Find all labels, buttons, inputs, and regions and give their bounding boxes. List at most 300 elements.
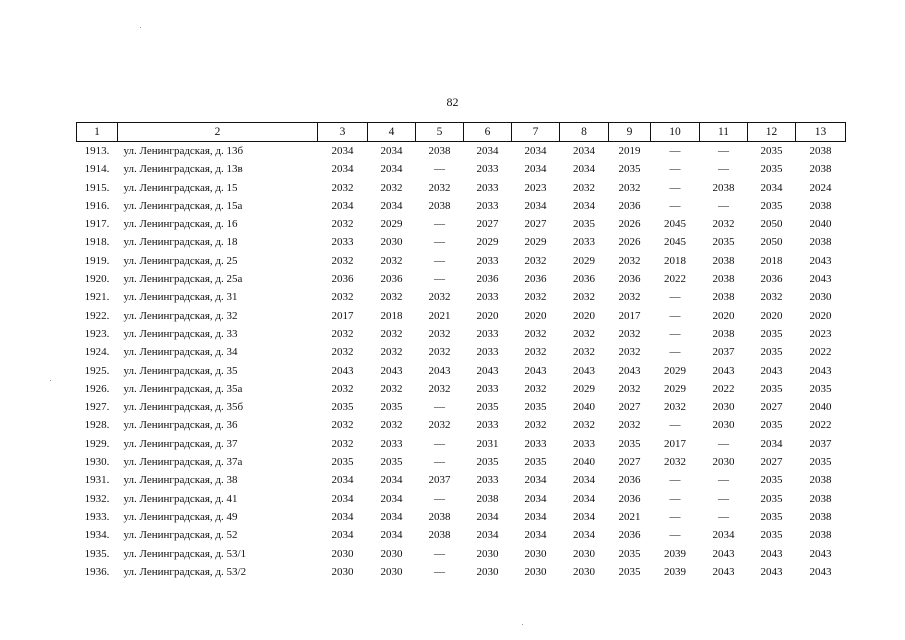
year-cell: 2032: [380, 181, 403, 194]
column-header-6: 6: [464, 123, 512, 142]
year-cell: 2035: [760, 346, 783, 359]
year-cell: 2034: [331, 529, 354, 542]
year-cell: 2032: [428, 181, 451, 194]
year-cell: 2038: [712, 273, 735, 286]
year-cell: 2029: [524, 236, 547, 249]
address-cell: ул. Ленинградская, д. 25а: [123, 273, 243, 286]
table-row: [77, 270, 846, 288]
year-cell: 2032: [428, 291, 451, 304]
year-cell: 2034: [331, 474, 354, 487]
year-cell: 2030: [573, 565, 595, 578]
year-cell: 2030: [524, 547, 547, 560]
scan-speck: [50, 380, 51, 381]
year-cell: 2035: [760, 510, 783, 523]
year-cell: 2035: [760, 529, 783, 542]
year-cell: 2043: [331, 364, 354, 377]
year-cell: 2030: [476, 565, 499, 578]
year-cell: —: [718, 474, 729, 487]
year-cell: 2032: [618, 254, 641, 267]
year-cell: 2029: [380, 218, 403, 231]
table-row: [77, 307, 846, 325]
year-cell: 2031: [476, 437, 499, 450]
year-cell: 2022: [809, 346, 832, 359]
year-cell: 2036: [618, 273, 641, 286]
table-row: [77, 453, 846, 471]
year-cell: 2032: [331, 254, 354, 267]
column-header-9: 9: [609, 123, 651, 142]
year-cell: 2043: [428, 364, 451, 377]
column-header-12: 12: [748, 123, 796, 142]
address-cell: ул. Ленинградская, д. 37а: [123, 456, 243, 469]
address-cell: ул. Ленинградская, д. 31: [123, 291, 238, 304]
year-cell: 2036: [331, 273, 354, 286]
column-header-13: 13: [796, 123, 846, 142]
year-cell: 2043: [809, 565, 832, 578]
year-cell: 2045: [664, 236, 686, 249]
year-cell: —: [669, 181, 681, 194]
address-cell: ул. Ленинградская, д. 34: [123, 346, 238, 359]
year-cell: 2036: [380, 273, 403, 286]
column-header-7: 7: [512, 123, 560, 142]
table-row: [77, 288, 846, 306]
year-cell: 2036: [573, 273, 595, 286]
year-cell: 2032: [712, 218, 735, 231]
year-cell: 2034: [524, 492, 547, 505]
year-cell: 2040: [573, 401, 595, 414]
address-cell: ул. Ленинградская, д. 53/2: [123, 565, 247, 578]
year-cell: 2035: [760, 492, 783, 505]
year-cell: —: [434, 565, 445, 578]
year-cell: —: [434, 163, 445, 176]
year-cell: 2020: [809, 309, 832, 322]
year-cell: 2038: [428, 145, 451, 157]
year-cell: 2035: [331, 401, 354, 414]
year-cell: 2030: [573, 547, 595, 560]
year-cell: 2035: [618, 565, 641, 578]
schedule-table: [76, 122, 846, 581]
year-cell: 2032: [380, 254, 403, 267]
year-cell: 2032: [573, 346, 595, 359]
year-cell: 2027: [760, 401, 783, 414]
table-row: [77, 343, 846, 361]
table-row: [77, 380, 846, 398]
row-number-cell: 1917.: [84, 218, 110, 231]
year-cell: 2032: [380, 327, 403, 340]
year-cell: 2030: [524, 565, 547, 578]
row-number-cell: 1921.: [84, 291, 110, 304]
year-cell: 2037: [809, 437, 832, 450]
year-cell: 2034: [573, 529, 595, 542]
table-row: [77, 362, 846, 380]
row-number-cell: 1914.: [84, 163, 110, 176]
year-cell: —: [669, 419, 681, 432]
table-row: [77, 416, 846, 434]
year-cell: 2038: [712, 254, 735, 267]
address-cell: ул. Ленинградская, д. 15а: [123, 199, 243, 212]
year-cell: 2050: [760, 218, 783, 231]
address-cell: ул. Ленинградская, д. 13б: [123, 145, 244, 157]
year-cell: 2037: [712, 346, 735, 359]
year-cell: 2033: [476, 254, 499, 267]
year-cell: 2043: [712, 547, 735, 560]
year-cell: 2032: [524, 254, 547, 267]
table-row: [77, 471, 846, 489]
year-cell: 2043: [809, 273, 832, 286]
year-cell: 2034: [380, 510, 403, 523]
year-cell: 2030: [712, 419, 735, 432]
row-number-cell: 1926.: [84, 382, 110, 395]
year-cell: 2022: [664, 273, 686, 286]
year-cell: 2040: [809, 401, 832, 414]
address-cell: ул. Ленинградская, д. 41: [123, 492, 238, 505]
year-cell: 2032: [524, 382, 547, 395]
page-number: 82: [446, 95, 459, 109]
year-cell: 2027: [524, 218, 547, 231]
year-cell: 2032: [331, 181, 354, 194]
row-number-cell: 1913.: [84, 145, 110, 157]
year-cell: 2038: [809, 236, 832, 249]
year-cell: 2032: [573, 291, 595, 304]
year-cell: 2034: [524, 510, 547, 523]
year-cell: 2027: [618, 401, 641, 414]
year-cell: 2043: [380, 364, 403, 377]
year-cell: 2043: [476, 364, 499, 377]
year-cell: 2020: [524, 309, 547, 322]
year-cell: 2038: [809, 529, 832, 542]
year-cell: —: [434, 547, 445, 560]
year-cell: 2032: [573, 327, 595, 340]
year-cell: —: [434, 236, 445, 249]
row-number-cell: 1934.: [84, 529, 110, 542]
row-number-cell: 1927.: [84, 401, 110, 414]
year-cell: 2033: [476, 382, 499, 395]
year-cell: 2038: [712, 291, 735, 304]
year-cell: 2035: [476, 456, 499, 469]
address-cell: ул. Ленинградская, д. 35б: [123, 401, 244, 414]
year-cell: 2021: [428, 309, 451, 322]
column-header-10: 10: [651, 123, 700, 142]
year-cell: —: [434, 456, 445, 469]
year-cell: —: [669, 346, 681, 359]
year-cell: 2036: [760, 273, 783, 286]
year-cell: —: [718, 492, 729, 505]
row-number-cell: 1929.: [84, 437, 110, 450]
table-row: [77, 252, 846, 270]
year-cell: 2038: [809, 510, 832, 523]
row-number-cell: 1925.: [84, 364, 110, 377]
year-cell: —: [718, 145, 729, 157]
year-cell: 2033: [476, 346, 499, 359]
year-cell: 2035: [760, 199, 783, 212]
year-cell: 2043: [712, 364, 735, 377]
year-cell: 2034: [380, 492, 403, 505]
year-cell: 2034: [331, 492, 354, 505]
year-cell: 2038: [476, 492, 499, 505]
year-cell: 2035: [618, 437, 641, 450]
year-cell: —: [434, 401, 445, 414]
year-cell: 2020: [760, 309, 783, 322]
year-cell: 2038: [428, 529, 451, 542]
year-cell: —: [718, 510, 729, 523]
year-cell: 2030: [380, 547, 403, 560]
year-cell: 2035: [618, 163, 641, 176]
year-cell: 2034: [760, 437, 783, 450]
address-cell: ул. Ленинградская, д. 53/1: [123, 547, 247, 560]
year-cell: 2034: [331, 510, 354, 523]
year-cell: —: [669, 510, 681, 523]
year-cell: 2035: [809, 456, 832, 469]
year-cell: 2017: [331, 309, 354, 322]
year-cell: 2034: [524, 199, 547, 212]
year-cell: 2024: [809, 181, 832, 194]
year-cell: 2018: [760, 254, 783, 267]
year-cell: 2032: [524, 291, 547, 304]
document-table-container: [76, 122, 845, 581]
year-cell: 2034: [573, 474, 595, 487]
year-cell: 2020: [476, 309, 499, 322]
year-cell: 2020: [573, 309, 595, 322]
year-cell: 2034: [524, 474, 547, 487]
row-number-cell: 1922.: [84, 309, 110, 322]
table-row: [77, 160, 846, 178]
year-cell: 2032: [380, 419, 403, 432]
year-cell: —: [434, 437, 445, 450]
year-cell: 2043: [760, 565, 783, 578]
row-number-cell: 1933.: [84, 510, 110, 523]
address-cell: ул. Ленинградская, д. 36: [123, 419, 238, 432]
year-cell: 2030: [331, 547, 354, 560]
year-cell: 2035: [573, 218, 595, 231]
year-cell: 2030: [712, 401, 735, 414]
year-cell: 2017: [618, 309, 641, 322]
year-cell: 2032: [331, 218, 354, 231]
year-cell: 2043: [573, 364, 595, 377]
year-cell: 2030: [809, 291, 832, 304]
year-cell: 2034: [524, 163, 547, 176]
year-cell: 2033: [476, 181, 499, 194]
address-cell: ул. Ленинградская, д. 35а: [123, 382, 243, 395]
year-cell: 2035: [380, 401, 403, 414]
year-cell: 2032: [618, 346, 641, 359]
year-cell: 2039: [664, 547, 686, 560]
year-cell: 2033: [476, 199, 499, 212]
year-cell: 2034: [331, 199, 354, 212]
year-cell: 2030: [331, 565, 354, 578]
year-cell: 2035: [524, 401, 547, 414]
year-cell: 2034: [380, 145, 403, 157]
year-cell: 2034: [760, 181, 783, 194]
column-header-8: 8: [560, 123, 609, 142]
year-cell: 2032: [618, 327, 641, 340]
year-cell: 2043: [809, 254, 832, 267]
table-row: [77, 197, 846, 215]
year-cell: 2035: [618, 547, 641, 560]
year-cell: 2038: [712, 327, 735, 340]
year-cell: 2034: [476, 510, 499, 523]
year-cell: 2034: [380, 474, 403, 487]
year-cell: 2033: [476, 327, 499, 340]
address-cell: ул. Ленинградская, д. 33: [123, 327, 238, 340]
year-cell: 2032: [428, 419, 451, 432]
year-cell: 2023: [524, 181, 547, 194]
year-cell: 2034: [380, 529, 403, 542]
year-cell: 2036: [618, 199, 641, 212]
year-cell: 2032: [618, 382, 641, 395]
year-cell: 2030: [476, 547, 499, 560]
year-cell: 2034: [380, 163, 403, 176]
year-cell: 2029: [664, 364, 686, 377]
year-cell: 2020: [712, 309, 735, 322]
year-cell: 2034: [524, 529, 547, 542]
row-number-cell: 1916.: [84, 199, 110, 212]
year-cell: —: [718, 163, 729, 176]
year-cell: 2019: [618, 145, 641, 157]
year-cell: 2033: [331, 236, 354, 249]
year-cell: 2035: [524, 456, 547, 469]
year-cell: 2032: [331, 291, 354, 304]
row-number-cell: 1920.: [84, 273, 110, 286]
scan-speck: [522, 624, 523, 625]
year-cell: —: [718, 437, 729, 450]
address-cell: ул. Ленинградская, д. 35: [123, 364, 238, 377]
year-cell: 2035: [380, 456, 403, 469]
table-row: [77, 545, 846, 563]
year-cell: 2043: [809, 547, 832, 560]
year-cell: 2032: [428, 382, 451, 395]
year-cell: 2033: [476, 474, 499, 487]
year-cell: 2027: [476, 218, 499, 231]
year-cell: —: [669, 291, 681, 304]
year-cell: 2032: [618, 181, 641, 194]
year-cell: 2038: [428, 199, 451, 212]
year-cell: 2035: [712, 236, 735, 249]
year-cell: 2032: [664, 456, 686, 469]
year-cell: 2027: [760, 456, 783, 469]
address-cell: ул. Ленинградская, д. 32: [123, 309, 238, 322]
year-cell: 2030: [712, 456, 735, 469]
year-cell: 2029: [573, 254, 595, 267]
year-cell: 2032: [573, 419, 595, 432]
year-cell: 2043: [618, 364, 641, 377]
year-cell: 2038: [809, 145, 832, 157]
year-cell: —: [434, 273, 445, 286]
year-cell: —: [669, 492, 681, 505]
year-cell: 2033: [476, 291, 499, 304]
year-cell: 2032: [524, 327, 547, 340]
row-number-cell: 1924.: [84, 346, 110, 359]
column-header-2: 2: [118, 123, 318, 142]
year-cell: 2032: [331, 382, 354, 395]
year-cell: 2032: [573, 181, 595, 194]
table-row: [77, 508, 846, 526]
year-cell: 2026: [618, 236, 641, 249]
year-cell: 2035: [760, 163, 783, 176]
scan-speck: [140, 27, 141, 28]
row-number-cell: 1915.: [84, 181, 110, 194]
year-cell: 2030: [380, 236, 403, 249]
year-cell: 2045: [664, 218, 686, 231]
year-cell: 2034: [573, 199, 595, 212]
year-cell: 2032: [428, 346, 451, 359]
row-number-cell: 1930.: [84, 456, 110, 469]
year-cell: —: [434, 492, 445, 505]
year-cell: 2035: [760, 327, 783, 340]
year-cell: 2022: [712, 382, 735, 395]
year-cell: 2036: [476, 273, 499, 286]
year-cell: 2033: [524, 437, 547, 450]
column-header-3: 3: [318, 123, 368, 142]
year-cell: 2032: [664, 401, 686, 414]
year-cell: 2032: [524, 346, 547, 359]
row-number-cell: 1935.: [84, 547, 110, 560]
year-cell: 2035: [760, 474, 783, 487]
column-header-1: 1: [77, 123, 118, 142]
year-cell: 2034: [331, 145, 354, 157]
year-cell: 2018: [380, 309, 403, 322]
year-cell: 2034: [573, 510, 595, 523]
year-cell: 2032: [380, 291, 403, 304]
year-cell: —: [669, 309, 681, 322]
table-header-row: [77, 123, 846, 142]
year-cell: 2034: [476, 145, 499, 157]
row-number-cell: 1919.: [84, 254, 110, 267]
year-cell: 2033: [573, 437, 595, 450]
year-cell: —: [434, 218, 445, 231]
year-cell: 2035: [476, 401, 499, 414]
table-row: [77, 490, 846, 508]
year-cell: 2035: [760, 382, 783, 395]
row-number-cell: 1932.: [84, 492, 110, 505]
year-cell: 2035: [809, 382, 832, 395]
year-cell: 2029: [573, 382, 595, 395]
year-cell: 2032: [428, 327, 451, 340]
year-cell: 2036: [618, 474, 641, 487]
year-cell: —: [669, 474, 681, 487]
year-cell: 2030: [380, 565, 403, 578]
year-cell: 2032: [380, 346, 403, 359]
address-cell: ул. Ленинградская, д. 52: [123, 529, 238, 542]
year-cell: —: [669, 145, 681, 157]
year-cell: 2035: [331, 456, 354, 469]
year-cell: 2043: [760, 364, 783, 377]
year-cell: 2034: [573, 492, 595, 505]
year-cell: 2043: [809, 364, 832, 377]
year-cell: —: [669, 327, 681, 340]
table-row: [77, 563, 846, 581]
year-cell: 2040: [573, 456, 595, 469]
column-header-11: 11: [700, 123, 748, 142]
year-cell: 2029: [476, 236, 499, 249]
address-cell: ул. Ленинградская, д. 38: [123, 474, 238, 487]
table-row: [77, 325, 846, 343]
year-cell: 2050: [760, 236, 783, 249]
table-row: [77, 233, 846, 251]
year-cell: 2032: [524, 419, 547, 432]
year-cell: 2033: [476, 419, 499, 432]
year-cell: 2040: [809, 218, 832, 231]
column-header-4: 4: [368, 123, 416, 142]
year-cell: 2039: [664, 565, 686, 578]
address-cell: ул. Ленинградская, д. 16: [123, 218, 238, 231]
row-number-cell: 1923.: [84, 327, 110, 340]
year-cell: 2034: [380, 199, 403, 212]
year-cell: 2035: [760, 419, 783, 432]
year-cell: 2032: [760, 291, 783, 304]
year-cell: 2022: [809, 419, 832, 432]
year-cell: 2034: [524, 145, 547, 157]
year-cell: 2038: [809, 492, 832, 505]
table-row: [77, 215, 846, 233]
